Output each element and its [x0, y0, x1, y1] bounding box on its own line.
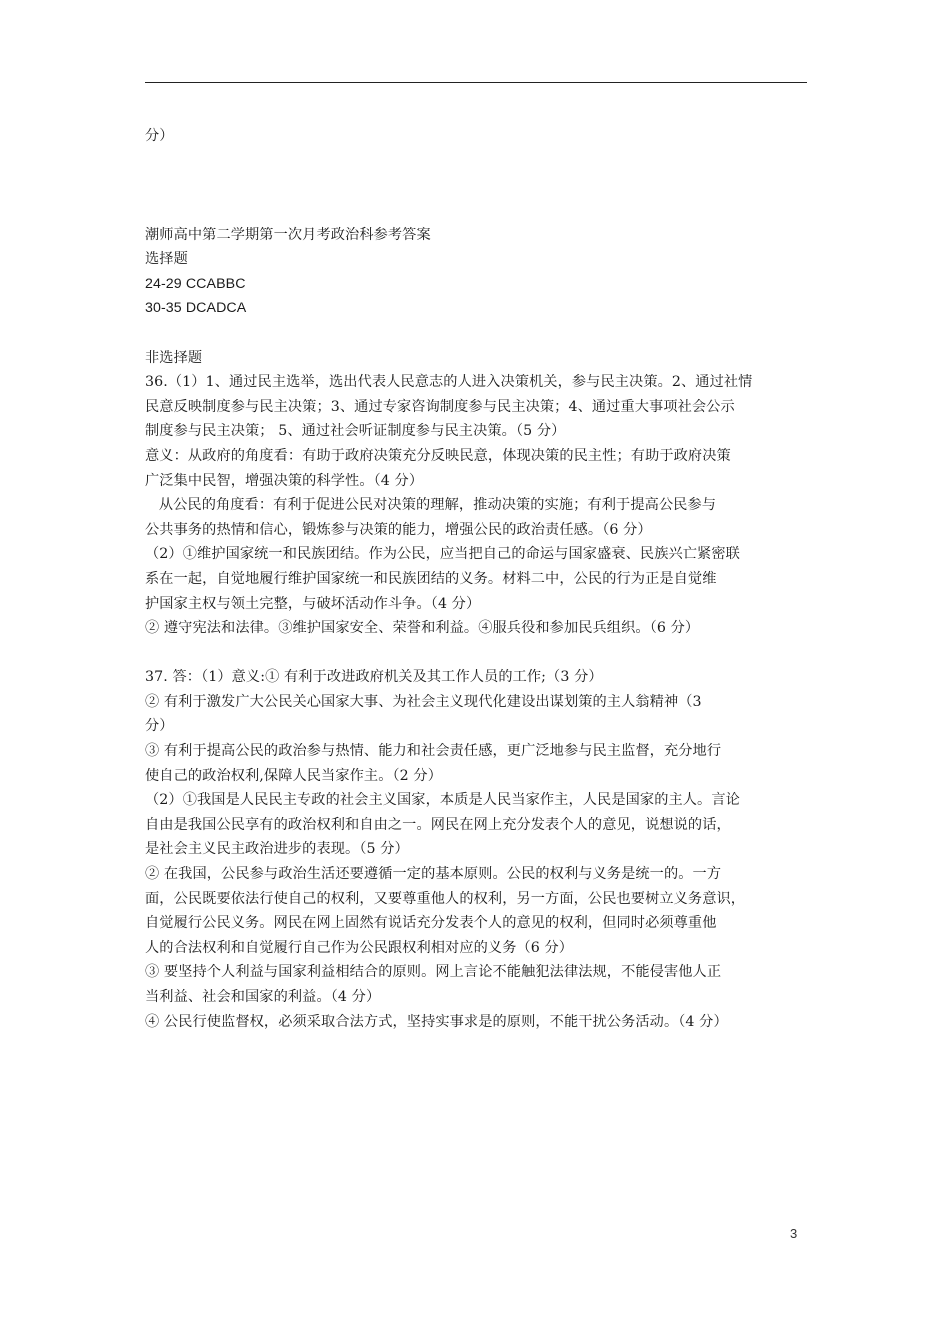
- answer-line: ③ 有利于提高公民的政治参与热情、能力和社会责任感，更广泛地参与民主监督，充分地行: [145, 743, 722, 760]
- answer-line: （2）①维护国家统一和民族团结。作为公民，应当把自己的命运与国家盛衰、民族兴亡紧密联: [145, 546, 740, 563]
- answer-line: 公共事务的热情和信心，锻炼参与决策的能力，增强公民的政治责任感。（6 分）: [145, 521, 652, 538]
- header-rule: [145, 82, 807, 83]
- question-37-answer: [145, 665, 810, 1034]
- answer-line: 从公民的角度看：有利于促进公民对决策的理解，推动决策的实施；有利于提高公民参与: [145, 497, 717, 514]
- answer-line: 系在一起，自觉地履行维护国家统一和民族团结的义务。材料二中，公民的行为正是自觉维: [145, 570, 717, 587]
- choice-answer-line: 24-29 CCABBC: [145, 275, 246, 292]
- answer-line: 人的合法权利和自觉履行自己作为公民跟权利相对应的义务（6 分）: [145, 939, 574, 956]
- answer-line: 民意反映制度参与民主决策；3、通过专家咨询制度参与民主决策；4、通过重大事项社会公示: [145, 398, 735, 415]
- spacer: [145, 641, 810, 666]
- answer-line: 36.（1）1、通过民主选举，选出代表人民意志的人进入决策机关，参与民主决策。2、通过社情: [145, 374, 753, 391]
- answer-line: 是社会主义民主政治进步的表现。（5 分）: [145, 841, 409, 858]
- spacer: [145, 321, 810, 346]
- question-36-answer: [145, 370, 810, 641]
- answer-line: 广泛集中民智，增强决策的科学性。（4 分）: [145, 472, 424, 489]
- document-body: [145, 124, 810, 1034]
- answer-line: 面，公民既要依法行使自己的权利，又要尊重他人的权利，另一方面，公民也要树立义务意识，: [145, 890, 746, 907]
- spacer: [145, 149, 810, 223]
- answer-line: ② 在我国，公民参与政治生活还要遵循一定的基本原则。公民的权利与义务是统一的。一方: [145, 866, 722, 883]
- choice-answer-line: 30-35 DCADCA: [145, 300, 247, 317]
- answer-line: ② 遵守宪法和法律。③维护国家安全、荣誉和利益。④服兵役和参加民兵组织。（6 分）: [145, 620, 700, 637]
- document-title: 潮师高中第二学期第一次月考政治科参考答案: [145, 226, 431, 243]
- answer-line: 分）: [145, 718, 174, 735]
- answer-line: ④ 公民行使监督权，必须采取合法方式，坚持实事求是的原则，不能干扰公务活动。（4 分）: [145, 1013, 728, 1030]
- choice-heading: 选择题: [145, 251, 188, 268]
- answer-line: 意义：从政府的角度看：有助于政府决策充分反映民意，体现决策的民主性；有助于政府决策: [145, 447, 731, 464]
- answer-line: ③ 要坚持个人利益与国家利益相结合的原则。网上言论不能触犯法律法规，不能侵害他人正: [145, 964, 722, 981]
- page-number: 3: [790, 1226, 798, 1241]
- answer-line: 自觉履行公民义务。网民在网上固然有说话充分发表个人的意见的权利，但同时必须尊重他: [145, 915, 717, 932]
- answer-line: 当利益、社会和国家的利益。（4 分）: [145, 989, 381, 1005]
- answer-line: ② 有利于激发广大公民关心国家大事、为社会主义现代化建设出谋划策的主人翁精神（3: [145, 693, 702, 710]
- answer-line: 制度参与民主决策； 5、通过社会听证制度参与民主决策。（5 分）: [145, 423, 566, 440]
- answer-line: 37. 答：（1）意义:① 有利于改进政府机关及其工作人员的工作;（3 分）: [145, 669, 603, 686]
- nonchoice-heading: 非选择题: [145, 349, 203, 366]
- answer-line: 自由是我国公民享有的政治权利和自由之一。网民在网上充分发表个人的意见，说想说的话，: [145, 816, 731, 833]
- answer-line: 护国家主权与领土完整，与破坏活动作斗争。（4 分）: [145, 595, 481, 612]
- continuation-text: 分）: [145, 128, 174, 144]
- answer-line: （2）①我国是人民民主专政的社会主义国家，本质是人民当家作主，人民是国家的主人。言论: [145, 792, 740, 809]
- answer-line: 使自己的政治权利,保障人民当家作主。（2 分）: [145, 767, 442, 784]
